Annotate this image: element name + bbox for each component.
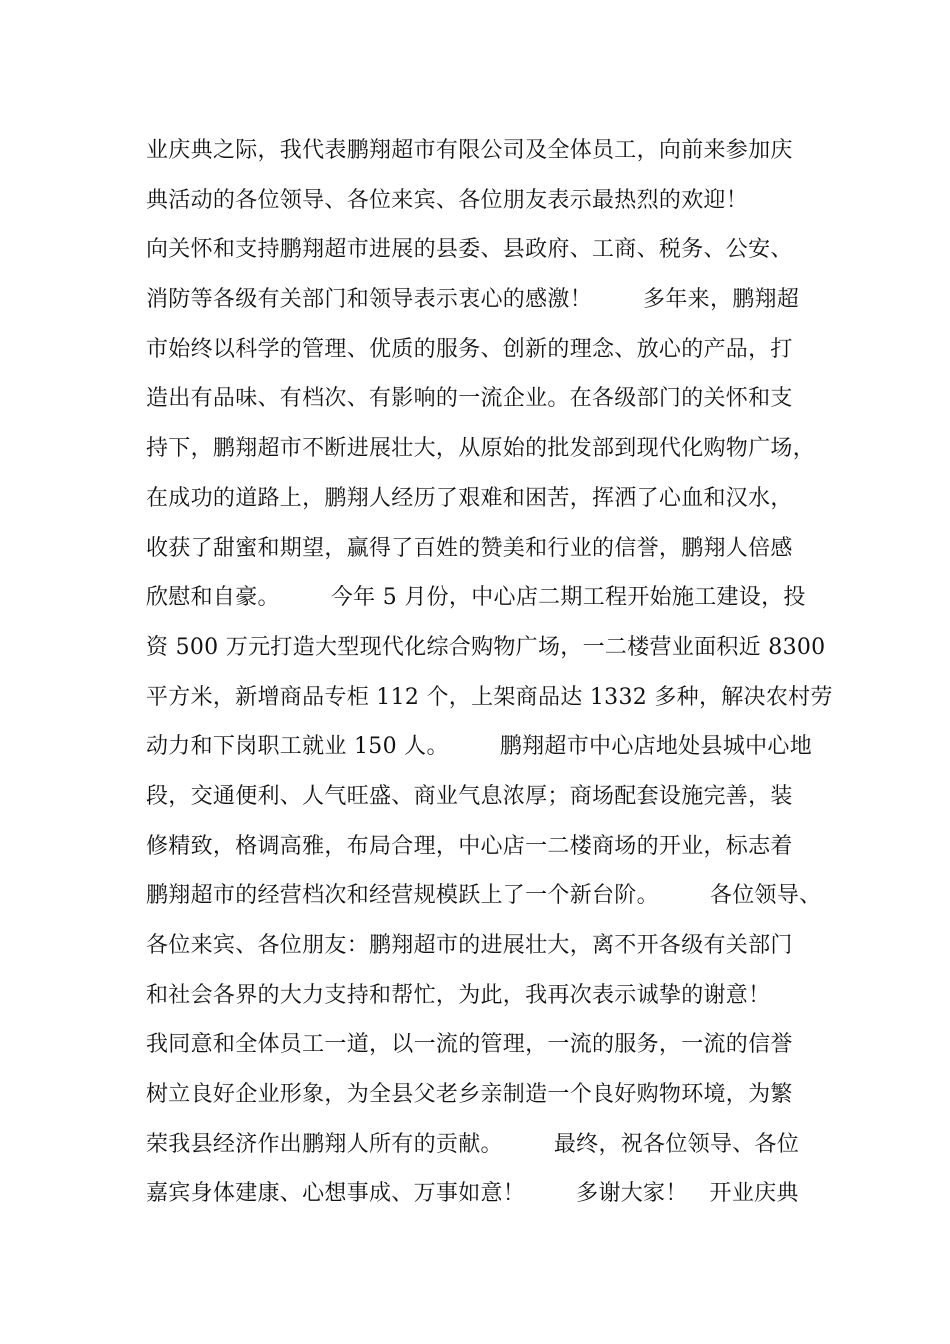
text-line-10: 欣慰和自豪。 今年 5 月份，中心店二期工程开始施工建设，投 (146, 585, 806, 611)
text-line-12: 平方米，新增商品专柜 112 个，上架商品达 1332 多种，解决农村劳 (146, 684, 833, 710)
text-line-6: 造出有品味、有档次、有影响的一流企业。在各级部门的关怀和支 (146, 386, 793, 412)
text-line-20: 树立良好企业形象，为全县父老乡亲制造一个良好购物环境，为繁 (146, 1082, 793, 1108)
text-line-18: 和社会各界的大力支持和帮忙，为此，我再次表示诚挚的谢意！ (146, 982, 771, 1008)
text-line-19: 我同意和全体员工一道，以一流的管理，一流的服务，一流的信誉 (146, 1032, 793, 1058)
text-line-8: 在成功的道路上，鹏翔人经历了艰难和困苦，挥洒了心血和汉水， (146, 485, 793, 511)
text-line-3: 向关怀和支持鹏翔超市进展的县委、县政府、工商、税务、公安、 (146, 237, 793, 263)
text-line-7: 持下，鹏翔超市不断进展壮大，从原始的批发部到现代化购物广场， (146, 436, 816, 462)
text-line-15: 修精致，格调高雅，布局合理，中心店一二楼商场的开业，标志着 (146, 833, 793, 859)
text-line-1: 业庆典之际，我代表鹏翔超市有限公司及全体员工，向前来参加庆 (146, 138, 793, 163)
text-line-21: 荣我县经济作出鹏翔人所有的贡献。 最终，祝各位领导、各位 (146, 1131, 800, 1157)
text-line-4: 消防等各级有关部门和领导表示衷心的感激！ 多年来，鹏翔超 (146, 287, 800, 313)
text-line-2: 典活动的各位领导、各位来宾、各位朋友表示最热烈的欢迎！ (146, 187, 749, 213)
text-line-11: 资 500 万元打造大型现代化综合购物广场，一二楼营业面积近 8300 (146, 634, 826, 660)
text-line-9: 收获了甜蜜和期望，赢得了百姓的赞美和行业的信誉，鹏翔人倍感 (146, 535, 793, 561)
text-line-22: 嘉宾身体建康、心想事成、万事如意！ 多谢大家！ 开业庆典 (146, 1181, 799, 1207)
text-line-14: 段，交通便利、人气旺盛、商业气息浓厚；商场配套设施完善，装 (146, 783, 793, 809)
text-line-13: 动力和下岗职工就业 150 人。 鹏翔超市中心店地处县城中心地 (146, 734, 813, 760)
text-line-17: 各位来宾、各位朋友：鹏翔超市的进展壮大，离不开各级有关部门 (146, 933, 793, 958)
text-line-16: 鹏翔超市的经营档次和经营规模跃上了一个新台阶。 各位领导、 (146, 883, 822, 909)
body-text (146, 126, 836, 1219)
text-line-5: 市始终以科学的管理、优质的服务、创新的理念、放心的产品，打 (146, 336, 793, 362)
